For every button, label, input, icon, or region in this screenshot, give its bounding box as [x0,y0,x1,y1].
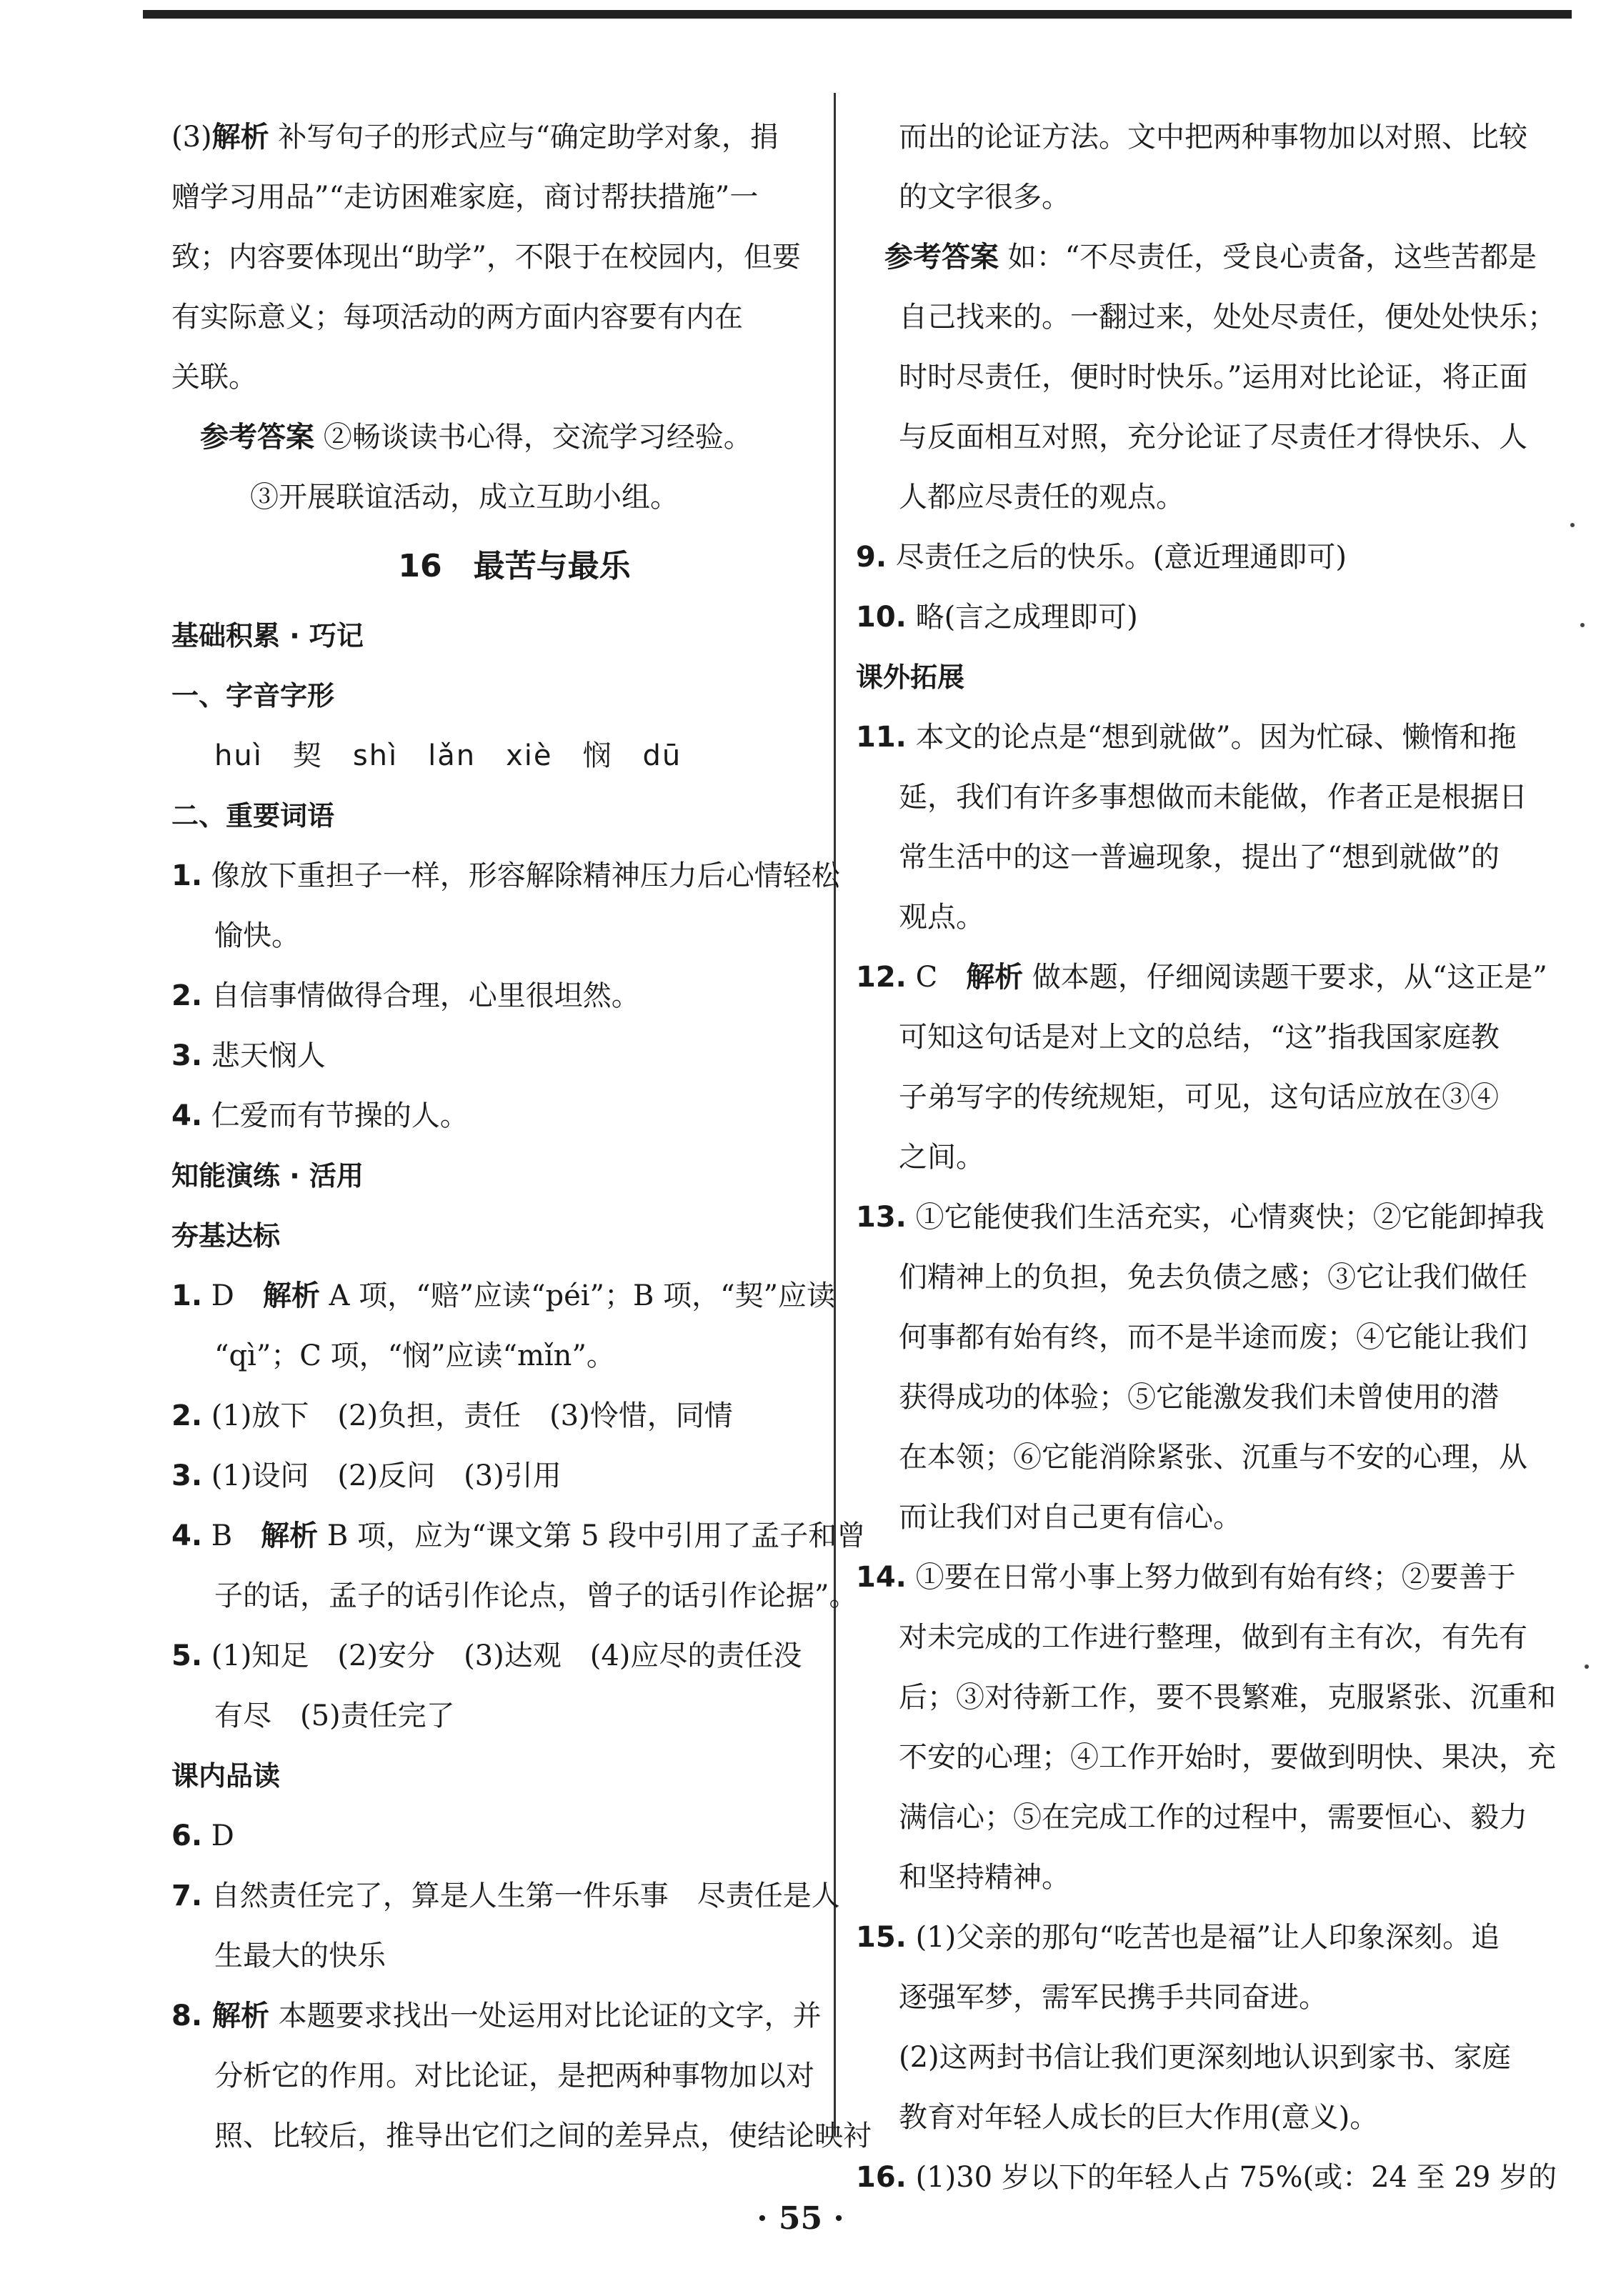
label-bold: 7. [171,1880,203,1912]
text-run: 而让我们对自己更有信心。 [899,1501,1242,1534]
text-line [171,1386,857,1446]
text-run: 悲天悯人 [202,1039,326,1072]
text-line [856,1127,1542,1187]
label-bold: 9. [856,541,887,574]
text-run: 本题要求找出一处运用对比论证的文字，并 [269,2000,822,2032]
label-bold: 解析 [966,961,1024,994]
text-line [171,167,857,227]
text-line [171,1326,857,1386]
label-bold: 13. [856,1201,907,1234]
text-run: 对未完成的工作进行整理，做到有主有次，有先有 [899,1621,1527,1654]
text-run: 分析它的作用。对比论证，是把两种事物加以对 [214,2060,814,2092]
text-line [856,2087,1542,2147]
text-line [856,1007,1542,1067]
text-run: 与反面相互对照，充分论证了尽责任才得快乐、人 [899,421,1527,454]
text-run: 子弟写字的传统规矩，可见，这句话应放在③④ [899,1081,1499,1114]
text-run: 何事都有始有终，而不是半途而废；④它能让我们 [899,1321,1527,1354]
lesson-title: 16 最苦与最乐 [398,548,631,584]
section-heading: 课外拓展 [856,662,965,693]
text-line [171,906,857,966]
text-run: 观点。 [899,901,984,934]
text-line [856,1907,1542,1967]
text-line [171,1266,857,1326]
text-line [856,1187,1545,1247]
text-line [171,1866,857,1926]
text-line [856,767,1542,827]
text-run: (2)这两封书信让我们更深刻地认识到家书、家庭 [899,2041,1511,2074]
text-line [171,347,857,407]
text-line [171,1506,866,1566]
text-line [171,467,857,527]
text-run: 逐强军梦，需军民携手共同奋进。 [899,1981,1327,2014]
text-line [171,227,857,287]
label-bold: 8. [171,2000,203,2032]
label-bold: 解析 [211,121,269,154]
text-line [856,167,1542,227]
text-line [856,1247,1542,1307]
text-run: 略(言之成理即可) [906,601,1138,634]
text-run: 和坚持精神。 [899,1861,1070,1894]
text-line [171,1566,857,1626]
text-line [856,287,1556,347]
text-line [171,2046,857,2106]
text-run: C [906,961,967,994]
scan-speck [1570,523,1575,527]
label-bold: 2. [171,1399,203,1432]
text-line [171,1986,857,2046]
text-line [856,1067,1542,1127]
text-line [171,966,857,1026]
text-line [856,1667,1556,1727]
scan-speck [1580,623,1585,627]
label-bold: 4. [171,1099,203,1132]
label-bold: 解析 [261,1519,319,1552]
text-line [856,587,1542,647]
text-run: ①要在日常小事上努力做到有始有终；②要善于 [906,1561,1516,1594]
text-run: 自信事情做得合理，心里很坦然。 [202,979,640,1012]
text-run: ①它能使我们生活充实，心情爽快；②它能卸掉我 [906,1201,1545,1234]
text-line [171,287,857,347]
left-column [171,107,872,2166]
text-run: 像放下重担子一样，形容解除精神压力后心情轻松 [202,859,840,892]
text-run: 关联。 [171,361,257,394]
section-heading: 二、重要词语 [171,800,335,832]
label-bold: 10. [856,601,907,634]
text-line [171,1926,857,1986]
text-line [171,407,857,467]
section-heading: 课内品读 [171,1760,281,1792]
text-run: (1)放下 (2)负担，责任 (3)怜惜，同情 [202,1399,733,1432]
text-line [856,1607,1542,1667]
text-run: 时时尽责任，便时时快乐。”运用对比论证，将正面 [899,361,1528,394]
text-run: 致；内容要体现出“助学”，不限于在校园内，但要 [171,241,801,274]
scan-speck [1585,1664,1589,1669]
section-heading: 基础积累 · 巧记 [171,620,364,652]
label-bold: 12. [856,961,907,994]
label-bold: 15. [856,1921,907,1954]
text-run: 而出的论证方法。文中把两种事物加以对照、比较 [899,121,1527,154]
text-run: 人都应尽责任的观点。 [899,481,1184,514]
text-line [856,1787,1542,1847]
label-bold: 1. [171,1279,203,1312]
text-run: ②畅谈读书心得，交流学习经验。 [314,421,752,454]
text-run: D [202,1279,263,1312]
text-line [856,2147,1557,2207]
text-line [856,527,1542,587]
text-run: 常生活中的这一普遍现象，提出了“想到就做”的 [899,841,1500,874]
text-run: B [202,1519,261,1552]
text-line [856,1967,1542,2027]
text-run: 做本题，仔细阅读题干要求，从“这正是” [1023,961,1547,994]
text-line [856,1847,1542,1907]
text-run: 有尽 (5)责任完了 [214,1699,455,1732]
text-run: 的文字很多。 [899,181,1070,214]
text-run: D [202,1820,234,1852]
label-bold: 5. [171,1639,203,1672]
text-run: 获得成功的体验；⑤它能激发我们未曾使用的潜 [899,1381,1499,1414]
text-line [856,1727,1556,1787]
text-line [856,107,1542,167]
text-line [171,1806,857,1866]
section-heading: 夯基达标 [171,1220,281,1252]
text-run: 可知这句话是对上文的总结，“这”指我国家庭教 [899,1021,1500,1054]
text-run: B 项，应为“课文第 5 段中引用了孟子和曾 [318,1519,866,1552]
text-line [171,846,857,906]
text-run: A 项，“赔”应读“péi”；B 项，“契”应读 [319,1279,836,1312]
text-run: 在本领；⑥它能消除紧张、沉重与不安的心理，从 [899,1441,1527,1474]
text-line [856,1547,1542,1607]
label-bold: 11. [856,721,907,754]
text-run: 不安的心理；④工作开始时，要做到明快、果决，充 [899,1741,1556,1774]
text-run: 赠学习用品”“走访困难家庭，商讨帮扶措施”一 [171,181,759,214]
text-run: (1)30 岁以下的年轻人占 75%(或：24 至 29 岁的 [906,2161,1557,2194]
text-line [171,1026,857,1086]
text-run: 如：“不尽责任，受良心责备，这些苦都是 [999,241,1537,274]
label-bold: 解析 [202,2000,269,2032]
label-bold: 6. [171,1820,203,1852]
top-rule [143,10,1572,19]
text-line [856,1307,1542,1367]
text-line [171,107,857,167]
text-line [856,947,1547,1007]
text-run: 生最大的快乐 [214,1940,386,1972]
text-line [856,407,1542,467]
text-line [856,347,1542,407]
label-bold: 3. [171,1459,203,1492]
text-run: 自己找来的。一翻过来，处处尽责任，便处处快乐； [899,301,1556,334]
label-bold: 参考答案 [200,421,314,454]
text-line [171,1446,857,1506]
text-run: 补写句子的形式应与“确定助学对象，捐 [269,121,779,154]
text-run: 本文的论点是“想到就做”。因为忙碌、懒惰和拖 [906,721,1517,754]
text-run: 子的话，孟子的话引作论点，曾子的话引作论据”。 [214,1579,858,1612]
text-run: 后；③对待新工作，要不畏繁难，克服紧张、沉重和 [899,1681,1556,1714]
text-run: (1)父亲的那句“吃苦也是福”让人印象深刻。追 [906,1921,1500,1954]
text-run: 仁爱而有节操的人。 [202,1099,469,1132]
text-run: 们精神上的负担，免去负债之感；③它让我们做任 [899,1261,1527,1294]
label-bold: 3. [171,1039,203,1072]
text-line [171,726,857,786]
text-line [856,2027,1542,2087]
text-run: (1)设问 (2)反问 (3)引用 [202,1459,562,1492]
text-run: 愉快。 [214,919,300,952]
text-run: 照、比较后，推导出它们之间的差异点，使结论映衬 [214,2120,872,2152]
text-line [856,227,1542,287]
label-bold: 1. [171,859,203,892]
text-run: 延，我们有许多事想做而未能做，作者正是根据日 [899,781,1527,814]
text-line [171,2106,872,2166]
text-run: 自然责任完了，算是人生第一件乐事 尽责任是人 [202,1880,840,1912]
text-line [856,1367,1542,1427]
text-run: (1)知足 (2)安分 (3)达观 (4)应尽的责任没 [202,1639,802,1672]
text-run: “qì”；C 项，“悯”应读“mǐn”。 [214,1339,615,1372]
text-run: 满信心；⑤在完成工作的过程中，需要恒心、毅力 [899,1801,1527,1834]
text-run: 尽责任之后的快乐。(意近理通即可) [887,541,1347,574]
text-run: 有实际意义；每项活动的两方面内容要有内在 [171,301,743,334]
text-line [171,1626,857,1686]
label-bold: 4. [171,1519,203,1552]
text-run: 教育对年轻人成长的巨大作用(意义)。 [899,2101,1379,2134]
page-number: · 55 · [757,2200,844,2237]
text-run: 之间。 [899,1141,984,1174]
section-heading: 知能演练 · 活用 [171,1160,364,1192]
label-bold: 2. [171,979,203,1012]
text-run: (3) [171,121,212,154]
text-line [171,1686,857,1746]
text-run: ③开展联谊活动，成立互助小组。 [250,481,679,514]
section-heading: 一、字音字形 [171,680,335,712]
text-line [171,1086,857,1146]
text-line [856,467,1542,527]
text-line [856,1427,1542,1487]
text-line [856,1487,1542,1547]
text-run: huì 契 shì lǎn xiè 悯 dū [214,739,682,772]
label-bold: 16. [856,2161,907,2194]
text-line [856,827,1542,887]
label-bold: 参考答案 [884,241,999,274]
label-bold: 解析 [262,1279,320,1312]
right-column [856,107,1557,2207]
label-bold: 14. [856,1561,907,1594]
text-line [856,707,1542,767]
text-line [856,887,1542,947]
